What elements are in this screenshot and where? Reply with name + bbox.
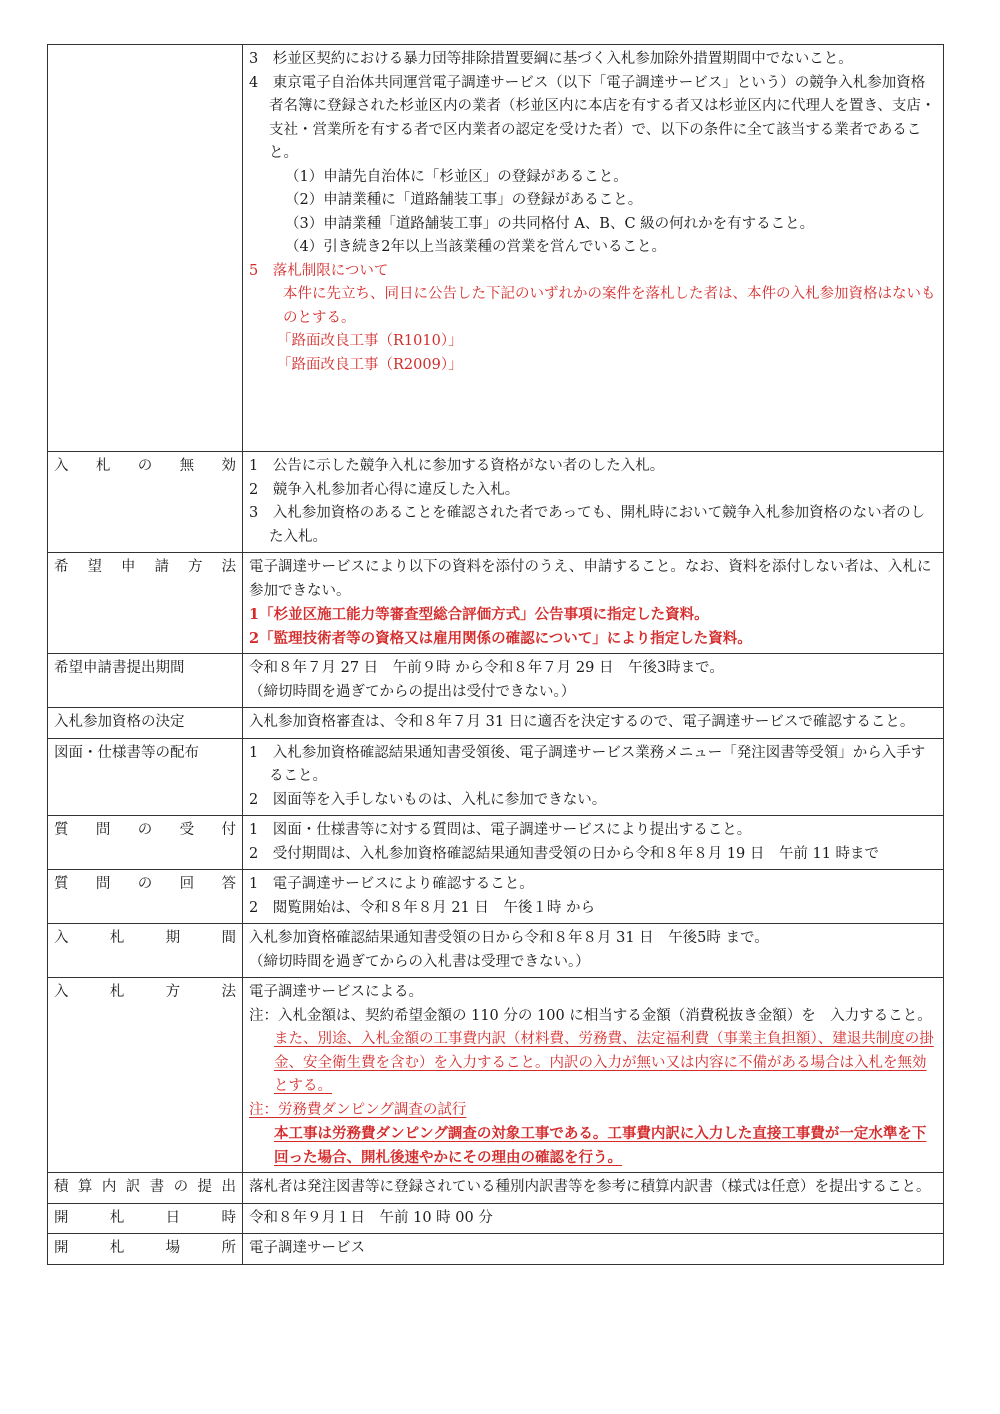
application-period: 令和８年７月 27 日 午前９時 から令和８年７月 29 日 午後3時まで。 [249, 660, 724, 676]
question-receipt-content [243, 816, 944, 870]
restriction-title: 5 落札制限について [249, 262, 389, 279]
row-label-empty [48, 45, 243, 452]
row-label-qualification-decision: 入札参加資格の決定 [48, 708, 243, 739]
bid-method-content [243, 978, 944, 1173]
row-label-application-method: 希 望 申 請 方 法 [54, 559, 236, 575]
table-row [48, 1173, 944, 1204]
table-row [48, 816, 944, 870]
breakdown-requirement: また、別途、入札金額の工事費内訳（材料費、労務費、法定福利費（事業主負担額）、建退共制度の掛金、安全衛生費を含む）を入力すること。内訳の入力が無い又は内容に不備がある場合は入札を無効とする。 [274, 1031, 934, 1094]
restriction-item-2: 「路面改良工事（R2009）」 [277, 356, 463, 373]
eligibility-content [243, 45, 944, 452]
restriction-item-1: 「路面改良工事（R1010）」 [277, 333, 463, 349]
dumping-survey-title: 注：労務費ダンピング調査の試行 [249, 1101, 467, 1118]
application-text: 電子調達サービスにより以下の資料を添付のうえ、申請すること。なお、資料を添付しない者は、入札に参加できない。 [249, 559, 932, 599]
bid-period-note: （締切時間を過ぎてからの入札書は受理できない。） [249, 953, 590, 970]
condition-2: （2）申請業種に「道路舗装工事」の登録があること。 [285, 192, 643, 208]
question-answer-content [243, 870, 944, 924]
answer-item-1: 1 電子調達サービスにより確認すること。 [249, 876, 534, 892]
condition-3: （3）申請業種「道路舗装工事」の共同格付 A、B、C 級の何れかを有すること。 [285, 215, 815, 232]
answer-item-2: 2 閲覧開始は、令和８年８月 21 日 午後１時 から [249, 899, 596, 916]
invalid-item-2: 2 競争入札参加者心得に違反した入札。 [249, 481, 520, 498]
bid-period: 入札参加資格確認結果通知書受領の日から令和８年８月 31 日 午後5時 まで。 [249, 930, 769, 946]
application-period-note: （締切時間を過ぎてからの提出は受付できない。） [249, 683, 576, 700]
opening-place-content: 電子調達サービス [243, 1234, 944, 1265]
bid-method-text: 電子調達サービスによる。 [249, 984, 423, 1000]
qualification-decision-content: 入札参加資格審査は、令和８年７月 31 日に適否を決定するので、電子調達サービスで確認すること。 [243, 708, 944, 739]
opening-datetime-content: 令和８年９月１日 午前 10 時 00 分 [243, 1203, 944, 1234]
application-method-content [243, 553, 944, 654]
distribution-item-1: 1 入札参加資格確認結果通知書受領後、電子調達サービス業務メニュー「発注図書等受領」から入手すること。 [249, 744, 926, 784]
dumping-survey-text: 本工事は労務費ダンピング調査の対象工事である。工事費内訳に入力した直接工事費が一定水準を下回った場合、開札後速やかにその理由の確認を行う。 [274, 1125, 927, 1166]
table-row [48, 738, 944, 816]
document-distribution-content [243, 738, 944, 816]
row-label-estimate-breakdown: 積 算 内 訳 書 の 提 出 [54, 1179, 236, 1195]
invalid-bid-content [243, 452, 944, 553]
invalid-item-3: 3 入札参加資格のあることを確認された者であっても、開札時において競争入札参加資格のない者のした入札。 [249, 505, 926, 545]
row-label-bid-period: 入 札 期 間 [54, 930, 236, 946]
table-row [48, 924, 944, 978]
table-row [48, 452, 944, 553]
table-row [48, 654, 944, 708]
table-row [48, 553, 944, 654]
estimate-breakdown-content: 落札者は発注図書等に登録されている種別内訳書等を参考に積算内訳書（様式は任意）を提出すること。 [243, 1173, 944, 1204]
row-label-application-period: 希望申請書提出期間 [48, 654, 243, 708]
table-row [48, 870, 944, 924]
row-label-invalid-bid: 入 札 の 無 効 [54, 458, 236, 474]
bid-method-note: 注：入札金額は、契約希望金額の 110 分の 100 に相当する金額（消費税抜き金額）を 入力すること。 [249, 1007, 932, 1024]
table-row [48, 708, 944, 739]
row-label-bid-method: 入 札 方 法 [54, 984, 236, 1000]
distribution-item-2: 2 図面等を入手しないものは、入札に参加できない。 [249, 791, 607, 808]
table-row [48, 1234, 944, 1265]
restriction-text: 本件に先立ち、同日に公告した下記のいずれかの案件を落札した者は、本件の入札参加資格はないものとする。 [283, 286, 936, 326]
row-label-opening-place: 開 札 場 所 [54, 1240, 236, 1256]
table-row [48, 978, 944, 1173]
question-item-1: 1 図面・仕様書等に対する質問は、電子調達サービスにより提出すること。 [249, 822, 752, 838]
required-doc-2: 2「監理技術者等の資格又は雇用関係の確認について」により指定した資料。 [249, 629, 752, 647]
eligibility-item-4: 4 東京電子自治体共同運営電子調達サービス（以下「電子調達サービス」という）の競争入札参加資格者名簿に登録された杉並区内の業者（杉並区内に本店を有する者又は杉並区内に代理人を置き、支店・支社・営業所を有する者で区内業者の認定を受けた者）で、以下の条件に全て該当する業者であること。 [249, 74, 936, 161]
table-row [48, 45, 944, 452]
condition-4: （4）引き続き2年以上当該業種の営業を営んでいること。 [285, 239, 666, 255]
row-label-document-distribution: 図面・仕様書等の配布 [48, 738, 243, 816]
bid-period-content [243, 924, 944, 978]
table-row [48, 1203, 944, 1234]
eligibility-item-3: 3 杉並区契約における暴力団等排除措置要綱に基づく入札参加除外措置期間中でないこと。 [249, 51, 853, 67]
condition-1: （1）申請先自治体に「杉並区」の登録があること。 [285, 168, 628, 185]
row-label-opening-datetime: 開 札 日 時 [54, 1209, 236, 1226]
question-item-2: 2 受付期間は、入札参加資格確認結果通知書受領の日から令和８年８月 19 日 午前 11 時まで [249, 845, 880, 862]
invalid-item-1: 1 公告に示した競争入札に参加する資格がない者のした入札。 [249, 458, 665, 474]
row-label-question-answer: 質 問 の 回 答 [54, 876, 236, 892]
application-period-content [243, 654, 944, 708]
bid-notice-table [47, 44, 944, 1265]
required-doc-1: 1「杉並区施工能力等審査型総合評価方式」公告事項に指定した資料。 [249, 606, 709, 623]
row-label-question-receipt: 質 問 の 受 付 [54, 822, 236, 838]
